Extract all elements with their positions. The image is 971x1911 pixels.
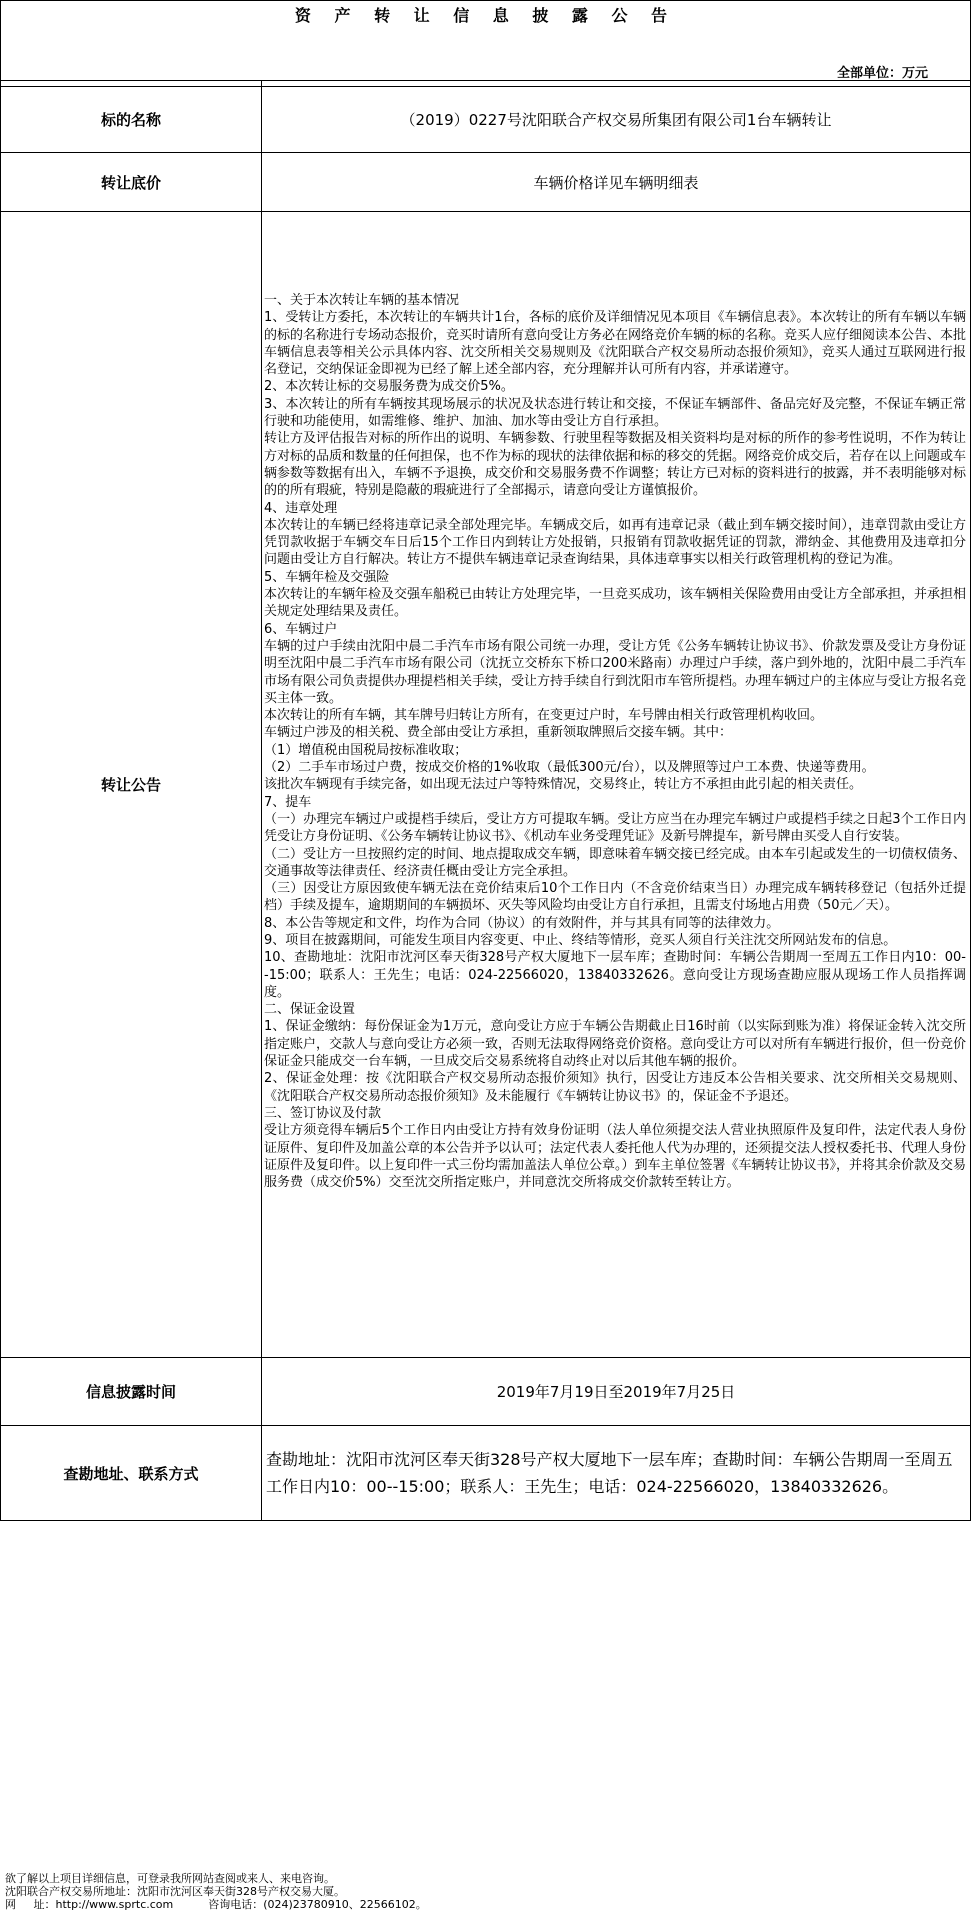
notice-paragraph: 本次转让的车辆已经将违章记录全部处理完毕。车辆成交后，如再有违章记录（截止到车辆交接时间），违章罚款由受让方凭罚款收据于车辆交车日后15个工作日内到转让方处报销，只报销有罚款收据凭证的罚款，滞纳金、其他费用及违章扣分问题由受让方自行解决。转让方不提供车辆违章记录查询结果，具体违章事实以相关行政管理机构的登记为准。 [264,517,966,568]
footer [0,1872,971,1911]
notice-body [262,212,970,1191]
disclosure-table [0,80,971,1521]
notice-paragraph: （2）二手车市场过户费，按成交价格的1%收取（最低300元/台），以及牌照等过户工本费、快递等费用。 [264,760,875,776]
notice-paragraph: 7、提车 [264,794,312,810]
notice-paragraph: 2、保证金处理：按《沈阳联合产权交易所动态报价须知》执行，因受让方违反本公告相关要求、沈交所相关交易规则、《沈阳联合产权交易所动态报价须知》及未能履行《车辆转让协议书》的，保证金不予退还。 [264,1071,966,1104]
base-price-label: 转让底价 [1,153,262,212]
target-name-label: 标的名称 [1,87,262,153]
notice-paragraph: 3、本次转让的所有车辆按其现场展示的状况及状态进行转让和交接，不保证车辆部件、备品完好及完整，不保证车辆正常行驶和功能使用，如需维修、维护、加油、加水等由受让方自行承担。 [264,396,966,430]
disclosure-time-value: 2019年7月19日至2019年7月25日 [262,1358,971,1426]
notice-paragraph: 8、本公告等规定和文件，均作为合同（协议）的有效附件，并与其具有同等的法律效力。 [264,915,780,931]
disclosure-time-label: 信息披露时间 [1,1358,262,1426]
notice-paragraph: （1）增值税由国税局按标准收取； [264,742,468,758]
notice-label: 转让公告 [1,212,262,1358]
table-row-contact [1,1426,971,1521]
notice-paragraph: 1、受转让方委托，本次转让的车辆共计1台，各标的底价及详细情况见本项目《车辆信息表》。本次转让的所有车辆以车辆的标的名称进行专场动态报价，竞买时请所有意向受让方务必在网络竞价车辆的标的名称。竞买人应仔细阅读本公告、本批车辆信息表等相关公示具体内容、沈交所相关交易规则及《沈阳联合产权交易所动态报价须知》，竞买人通过互联网进行报名登记，交纳保证金即视为已经了解上述全部内容，充分理解并认可所有内容，并承诺遵守。 [264,310,967,378]
notice-cell [262,212,971,1358]
notice-paragraph: 二、保证金设置 [264,1002,356,1018]
table-row-disclosure-time [1,1358,971,1426]
unit-row [0,34,971,80]
unit-note: 全部单位：万元 [836,66,928,81]
notice-paragraph: 10、查勘地址：沈阳市沈河区奉天街328号产权大厦地下一层车库；查勘时间：车辆公告期周一至周五工作日内10：00--15:00；联系人：王先生；电话：024-22566020，13840332626。意向受让方现场查勘应服从现场工作人员指挥调度。 [264,950,966,1000]
notice-paragraph: 三、签订协议及付款 [264,1105,382,1121]
base-price-value: 车辆价格详见车辆明细表 [262,153,971,212]
notice-paragraph: 本次转让的所有车辆，其车牌号归转让方所有，在变更过户时，车号牌由相关行政管理机构收回。 [264,708,824,724]
notice-paragraph: 2、本次转让标的交易服务费为成交价5%。 [264,379,514,395]
footer-line-1: 欲了解以上项目详细信息，可登录我所网站查阅或来人、来电咨询。 [5,1872,335,1885]
footer-line-3: 网 址：http://www.sprtc.com 咨询电话：(024)23780910、22566102。 [5,1898,427,1911]
notice-paragraph: 4、违章处理 [264,500,338,516]
footer-line-2: 沈阳联合产权交易所地址：沈阳市沈河区奉天街328号产权交易大厦。 [5,1885,345,1898]
contact-cell [262,1426,971,1521]
notice-paragraph: 该批次车辆现有手续完备，如出现无法过户等特殊情况，交易终止，转让方不承担由此引起的相关责任。 [264,777,863,793]
notice-paragraph: 转让方及评估报告对标的所作出的说明、车辆参数、行驶里程等数据及相关资料均是对标的所作的参考性说明，不作为转让方对标的品质和数量的任何担保，也不作为标的现状的法律依据和标的移交的凭据。网络竞价成交后，若存在以上问题或车辆参数等数据有出入，车辆不予退换，成交价和交易服务费不作调整；转让方已对标的资料进行的披露，并不表明能够对标的的所有瑕疵，特别是隐蔽的瑕疵进行了全部揭示，请意向受让方谨慎报价。 [264,431,967,499]
notice-paragraph: 车辆的过户手续由沈阳中晨二手汽车市场有限公司统一办理，受让方凭《公务车辆转让协议书》、价款发票及受让方身份证明至沈阳中晨二手汽车市场有限公司（沈抚立交桥东下桥口200米路南）办理过户手续，落户到外地的，沈阳中晨二手汽车市场有限公司负责提供办理提档相关手续，受让方持手续自行到沈阳市车管所提档。办理车辆过户的主体应与受让方报名竞买主体一致。 [264,638,967,706]
table-row-target-name [1,87,971,153]
table-row-base-price [1,153,971,212]
notice-paragraph: 受让方须竞得车辆后5个工作日内由受让方持有效身份证明（法人单位须提交法人营业执照原件及复印件，法定代表人身份证原件、复印件及加盖公章的本公告并予以认可；法定代表人委托他人代为办理的，还须提交法人授权委托书、代理人身份证原件及复印件。以上复印件一式三份均需加盖法人单位公章。）到车主单位签署《车辆转让协议书》，并将其余价款及交易服务费（成交价5%）交至沈交所指定账户，并同意沈交所将成交价款转至转让方。 [264,1123,967,1191]
notice-paragraph: 车辆过户涉及的相关税、费全部由受让方承担，重新领取牌照后交接车辆。其中： [264,725,733,741]
notice-paragraph: （二）受让方一旦按照约定的时间、地点提取成交车辆，即意味着车辆交接已经完成。由本车引起或发生的一切债权债务、交通事故等法律责任、经济责任概由受让方完全承担。 [264,846,967,879]
contact-label: 查勘地址、联系方式 [1,1426,262,1521]
target-name-value: （2019）0227号沈阳联合产权交易所集团有限公司1台车辆转让 [262,87,971,153]
notice-paragraph: 5、车辆年检及交强险 [264,569,390,585]
notice-paragraph: 本次转让的车辆年检及交强车船税已由转让方处理完毕，一旦竞买成功，该车辆相关保险费用由受让方全部承担，并承担相关规定处理结果及责任。 [264,587,967,620]
notice-paragraph: （一）办理完车辆过户或提档手续后，受让方方可提取车辆。受让方应当在办理完车辆过户或提档手续之日起3个工作日内凭受让方身份证明、《公务车辆转让协议书》、《机动车业务受理凭证》及新号牌提车，新号牌由买受人自行安装。 [264,811,966,845]
notice-paragraph: 1、保证金缴纳：每份保证金为1万元，意向受让方应于车辆公告期截止日16时前（以实际到账为准）将保证金转入沈交所指定账户，交款人与意向受让方必须一致，否则无法取得网络竞价资格。意向受让方可以对所有车辆进行报价，但一份竞价保证金只能成交一台车辆，一旦成交后交易系统将自动终止对以后其他车辆的报价。 [264,1019,967,1070]
table-row-notice [1,212,971,1358]
notice-paragraph: 6、车辆过户 [264,621,338,637]
notice-paragraph: 一、关于本次转让车辆的基本情况 [264,293,460,308]
contact-value: 查勘地址：沈阳市沈河区奉天街328号产权大厦地下一层车库；查勘时间：车辆公告期周一至周五工作日内10：00--15:00；联系人：王先生；电话：024-22566020，13840332626。 [266,1450,953,1496]
notice-paragraph: 9、项目在披露期间，可能发生项目内容变更、中止、终结等情形，竞买人须自行关注沈交所网站发布的信息。 [264,932,897,948]
notice-paragraph: （三）因受让方原因致使车辆无法在竞价结束后10个工作日内（不含竞价结束当日）办理完成车辆转移登记（包括外迁提档）手续及提车，逾期期间的车辆损坏、灭失等风险均由受让方自行承担，且需支付场地占用费（50元／天）。 [264,881,966,914]
page-title: 资 产 转 让 信 息 披 露 公 告 [0,0,971,34]
